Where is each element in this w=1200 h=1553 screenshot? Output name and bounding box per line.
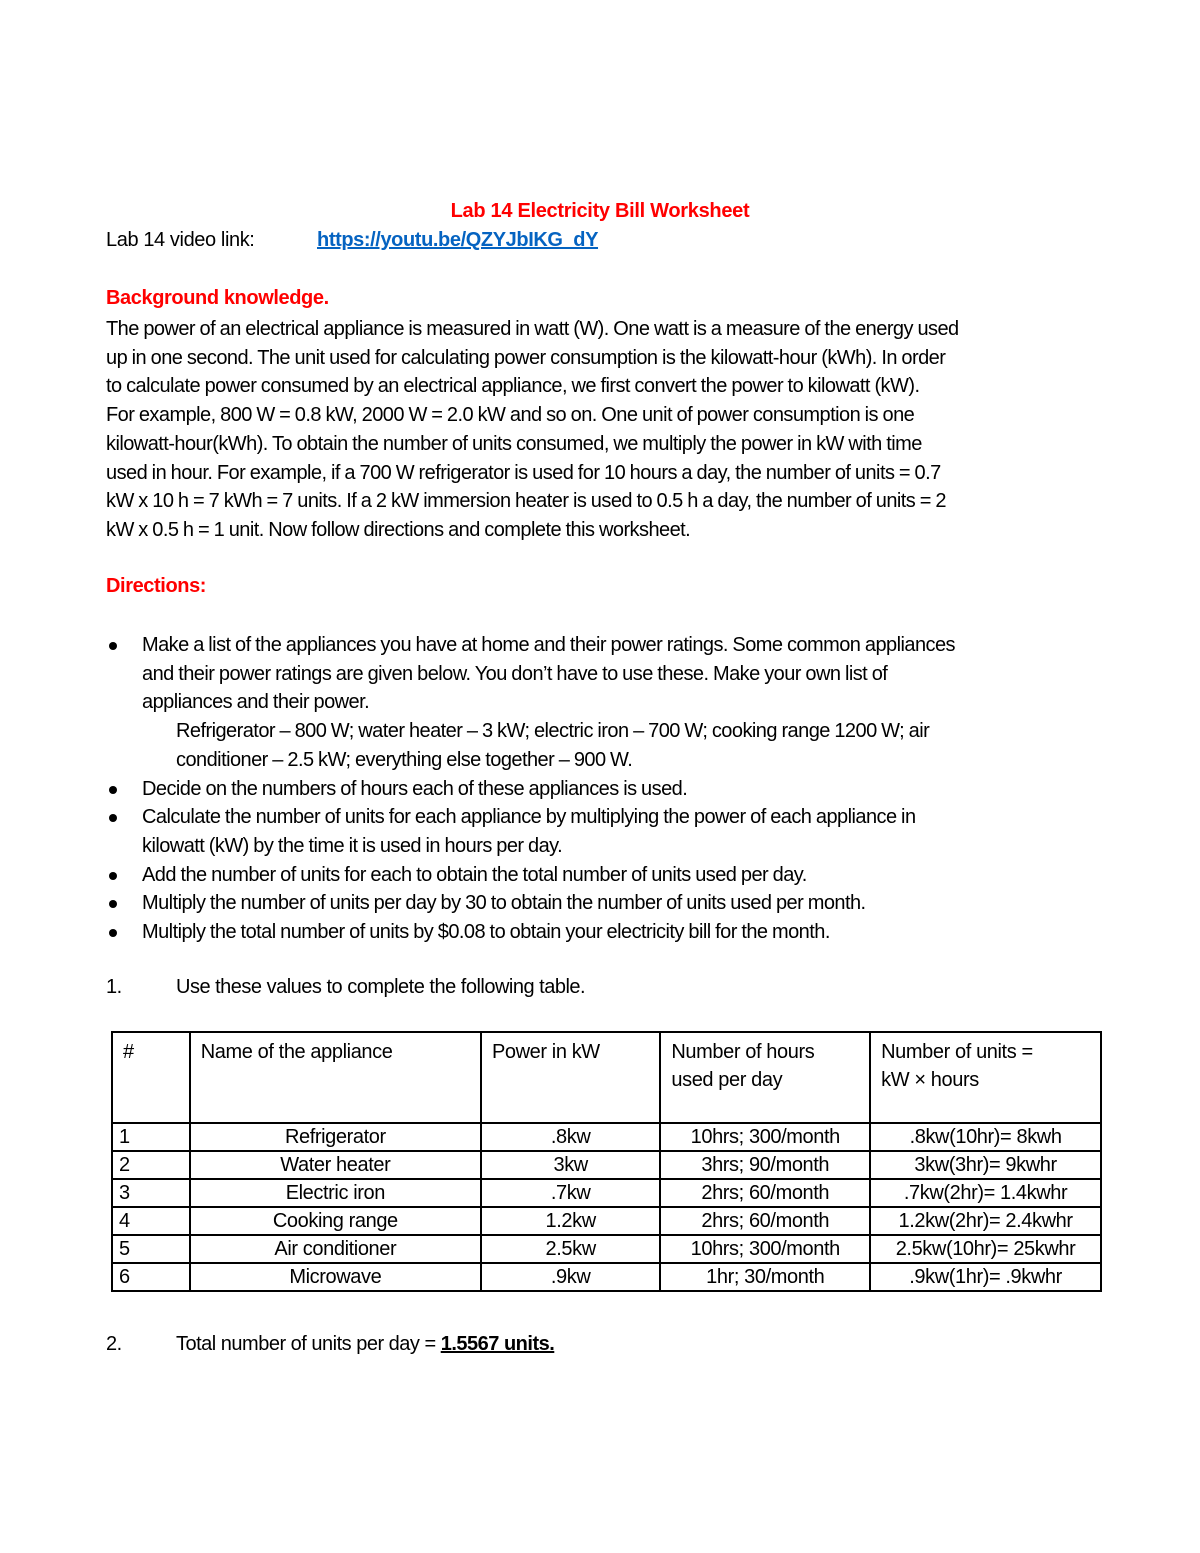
table-row [112, 1207, 1101, 1235]
table-header-row [112, 1032, 1101, 1123]
bullet-icon [109, 642, 117, 650]
question-number: 2. [106, 1333, 122, 1355]
column-header-units: Number of units = kW × hours [870, 1032, 1101, 1123]
appliance-hours: 10hrs; 300/month [660, 1235, 870, 1263]
appliance-name: Refrigerator [190, 1123, 481, 1151]
appliance-power: 2.5kw [481, 1235, 660, 1263]
appliance-name: Electric iron [190, 1179, 481, 1207]
question-number: 1. [106, 976, 122, 998]
appliance-table [111, 1031, 1102, 1292]
appliance-hours: 10hrs; 300/month [660, 1123, 870, 1151]
background-line: kW x 10 h = 7 kWh = 7 units. If a 2 kW immersion heater is used to 0.5 h a day, the number of units = 2 [106, 490, 946, 513]
row-number: 3 [112, 1179, 190, 1207]
row-number: 2 [112, 1151, 190, 1179]
directions-item-line: appliances and their power. [142, 691, 370, 714]
question-text: Use these values to complete the following table. [176, 976, 586, 998]
directions-item-line: and their power ratings are given below. You don’t have to use these. Make your own list of [142, 662, 888, 685]
table-row [112, 1179, 1101, 1207]
common-appliances-line: conditioner – 2.5 kW; everything else together – 900 W. [176, 748, 633, 771]
table-row [112, 1263, 1101, 1291]
question-2 [106, 1333, 554, 1356]
bullet-icon [109, 786, 117, 794]
appliance-name: Microwave [190, 1263, 481, 1291]
appliance-power: .8kw [481, 1123, 660, 1151]
directions-item-line: Add the number of units for each to obtain the total number of units used per day. [142, 863, 807, 886]
common-appliances-line: Refrigerator – 800 W; water heater – 3 kW; electric iron – 700 W; cooking range 1200 W; air [176, 720, 930, 743]
appliance-units: .8kw(10hr)= 8kwh [870, 1123, 1101, 1151]
table-row [112, 1123, 1101, 1151]
appliance-power: 3kw [481, 1151, 660, 1179]
directions-item-line: Multiply the total number of units by $0.08 to obtain your electricity bill for the month. [142, 921, 830, 944]
appliance-hours: 2hrs; 60/month [660, 1207, 870, 1235]
appliance-hours: 1hr; 30/month [660, 1263, 870, 1291]
appliance-units: 2.5kw(10hr)= 25kwhr [870, 1235, 1101, 1263]
directions-item-line: Calculate the number of units for each appliance by multiplying the power of each appliance in [142, 806, 916, 829]
background-line: up in one second. The unit used for calculating power consumption is the kilowatt-hour (kWh). In order [106, 346, 946, 369]
bullet-icon [109, 872, 117, 880]
directions-item [106, 861, 1101, 890]
bullet-icon [109, 900, 117, 908]
directions-item-line: Decide on the numbers of hours each of these appliances is used. [142, 777, 688, 800]
common-appliances-note [106, 717, 1101, 774]
appliance-units: 3kw(3hr)= 9kwhr [870, 1151, 1101, 1179]
table-row [112, 1235, 1101, 1263]
background-line: The power of an electrical appliance is measured in watt (W). One watt is a measure of the energy used [106, 318, 959, 340]
appliance-power: .7kw [481, 1179, 660, 1207]
directions-item [106, 631, 1101, 775]
column-header-appliance: Name of the appliance [190, 1032, 481, 1123]
question-text: Total number of units per day = [176, 1333, 441, 1355]
document-title: Lab 14 Electricity Bill Worksheet [450, 200, 750, 222]
row-number: 4 [112, 1207, 190, 1235]
appliance-units: .9kw(1hr)= .9kwhr [870, 1263, 1101, 1291]
video-link-label: Lab 14 video link: [106, 229, 255, 251]
column-header-hours: Number of hours used per day [660, 1032, 870, 1123]
directions-heading: Directions: [106, 575, 207, 597]
appliance-power: 1.2kw [481, 1207, 660, 1235]
directions-item [106, 918, 1101, 947]
directions-item [106, 803, 1101, 860]
appliance-name: Water heater [190, 1151, 481, 1179]
bullet-icon [109, 814, 117, 822]
appliance-units: .7kw(2hr)= 1.4kwhr [870, 1179, 1101, 1207]
background-paragraph [106, 315, 1101, 545]
appliance-name: Cooking range [190, 1207, 481, 1235]
video-link-line [106, 229, 598, 252]
video-link[interactable]: https://youtu.be/QZYJbIKG_dY [317, 229, 599, 251]
background-line: used in hour. For example, if a 700 W refrigerator is used for 10 hours a day, the number of units = 0.7 [106, 461, 941, 484]
column-header-number: # [112, 1032, 190, 1123]
directions-list [106, 631, 1101, 947]
appliance-hours: 2hrs; 60/month [660, 1179, 870, 1207]
directions-item-line: Make a list of the appliances you have at home and their power ratings. Some common appliances [142, 634, 956, 656]
appliance-hours: 3hrs; 90/month [660, 1151, 870, 1179]
directions-item-line: Multiply the number of units per day by 30 to obtain the number of units used per month. [142, 892, 866, 915]
directions-item [106, 889, 1101, 918]
background-line: kW x 0.5 h = 1 unit. Now follow directions and complete this worksheet. [106, 518, 691, 541]
directions-item [106, 775, 1101, 804]
table-row [112, 1151, 1101, 1179]
row-number: 5 [112, 1235, 190, 1263]
background-line: kilowatt-hour(kWh). To obtain the number of units consumed, we multiply the power in kW with time [106, 432, 922, 455]
appliance-units: 1.2kw(2hr)= 2.4kwhr [870, 1207, 1101, 1235]
background-line: For example, 800 W = 0.8 kW, 2000 W = 2.0 kW and so on. One unit of power consumption is one [106, 404, 915, 427]
appliance-name: Air conditioner [190, 1235, 481, 1263]
appliance-power: .9kw [481, 1263, 660, 1291]
bullet-icon [109, 929, 117, 937]
row-number: 1 [112, 1123, 190, 1151]
column-header-power: Power in kW [481, 1032, 660, 1123]
background-line: to calculate power consumed by an electrical appliance, we first convert the power to kilowatt (kW). [106, 375, 920, 398]
row-number: 6 [112, 1263, 190, 1291]
background-heading: Background knowledge. [106, 287, 329, 309]
total-units-answer: 1.5567 units. [440, 1333, 555, 1355]
directions-item-line: kilowatt (kW) by the time it is used in hours per day. [142, 834, 563, 857]
question-1 [106, 976, 585, 999]
